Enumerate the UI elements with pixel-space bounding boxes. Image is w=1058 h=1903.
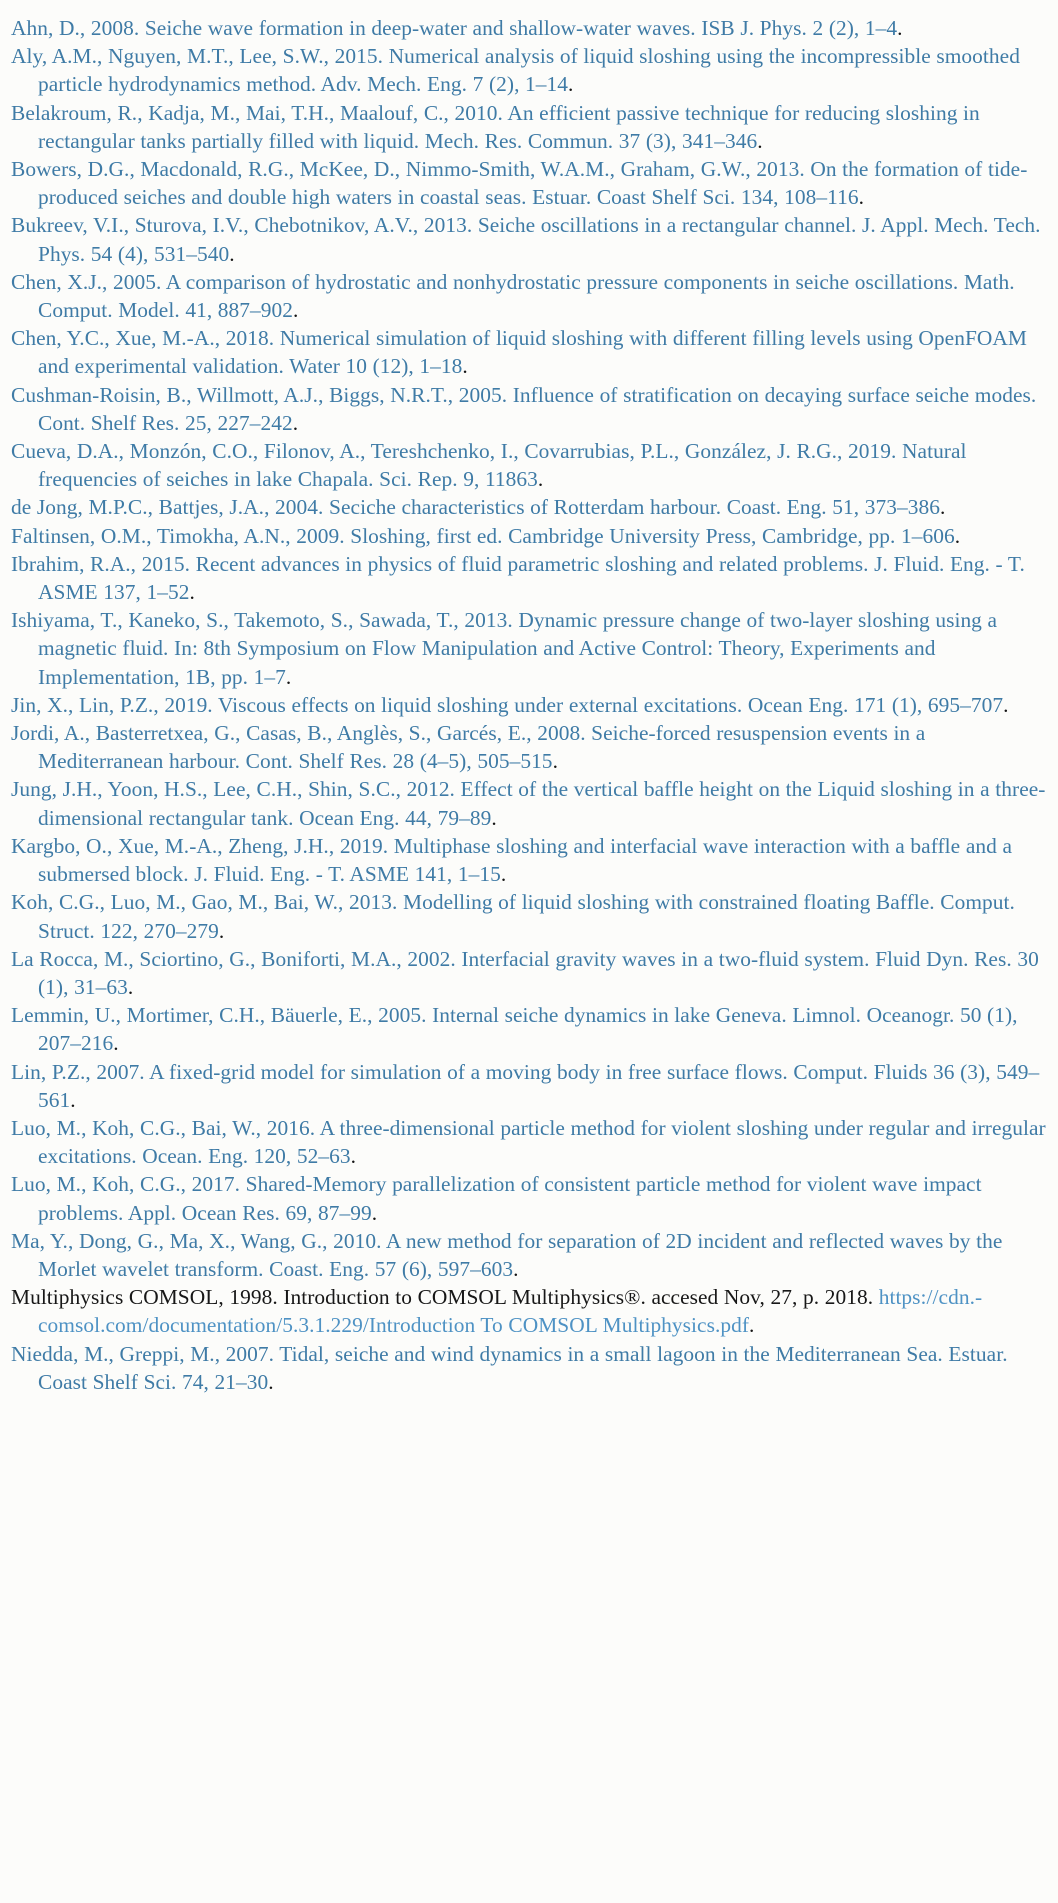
reference-text: Jung, J.H., Yoon, H.S., Lee, C.H., Shin, S.C., 2012. Effect of the vertical baffle height on the Liquid sloshing in a three-dimensional rectangular tank. Ocean Eng. 44, 79–89 bbox=[11, 777, 1046, 830]
reference-text: Chen, X.J., 2005. A comparison of hydrostatic and nonhydrostatic pressure components in seiche oscillations. Math. Comput. Model. 41, 887–902 bbox=[11, 269, 1015, 323]
reference-text: La Rocca, M., Sciortino, G., Boniforti, M.A., 2002. Interfacial gravity waves in a two-fluid system. Fluid Dyn. Res. 30 (1), 31–63 bbox=[11, 946, 1039, 999]
reference-entry bbox=[11, 1001, 1047, 1057]
reference-entry bbox=[11, 211, 1047, 267]
reference-text: Cueva, D.A., Monzón, C.O., Filonov, A., Tereshchenko, I., Covarrubias, P.L., González, J. R.G., 2019. Natural frequencies of seiches in lake Chapala. Sci. Rep. 9, 11863 bbox=[11, 439, 967, 492]
reference-entry bbox=[11, 1283, 1047, 1339]
reference-terminal-period: . bbox=[749, 1313, 755, 1338]
reference-text: Jin, X., Lin, P.Z., 2019. Viscous effects on liquid sloshing under external excitations. Ocean Eng. 171 (1), 695–707 bbox=[11, 692, 1004, 717]
reference-terminal-period: . bbox=[113, 1031, 119, 1056]
reference-entry bbox=[11, 324, 1047, 380]
reference-terminal-period: . bbox=[1003, 692, 1009, 717]
reference-text: Bowers, D.G., Macdonald, R.G., McKee, D., Nimmo-Smith, W.A.M., Graham, G.W., 2013. On the formation of tide-produced seiches and double high waters in coastal seas. Estuar. Coast Shelf Sci. 134, 108–116 bbox=[11, 157, 1028, 210]
reference-text: Chen, Y.C., Xue, M.-A., 2018. Numerical simulation of liquid sloshing with different filling levels using OpenFOAM and experimental validation. Water 10 (12), 1–18 bbox=[11, 326, 1027, 379]
reference-terminal-period: . bbox=[513, 1256, 519, 1281]
reference-text: Luo, M., Koh, C.G., 2017. Shared-Memory parallelization of consistent particle method for violent wave impact problems. Appl. Ocean Res. 69, 87–99 bbox=[11, 1172, 982, 1225]
reference-terminal-period: . bbox=[229, 241, 235, 266]
reference-text: Multiphysics COMSOL, 1998. Introduction to COMSOL Multiphysics®. accesed Nov, 27, p. 2018. bbox=[11, 1285, 879, 1310]
reference-entry bbox=[11, 1114, 1047, 1170]
reference-text: Bukreev, V.I., Sturova, I.V., Chebotnikov, A.V., 2013. Seiche oscillations in a rectangular channel. J. Appl. Mech. Tech. Phys. 54 (4), 531–540 bbox=[11, 213, 1041, 266]
reference-entry bbox=[11, 522, 1047, 550]
reference-terminal-period: . bbox=[491, 805, 497, 830]
reference-terminal-period: . bbox=[897, 16, 903, 40]
reference-text: de Jong, M.P.C., Battjes, J.A., 2004. Seciche characteristics of Rotterdam harbour. Coast. Eng. 51, 373–386 bbox=[11, 495, 940, 520]
reference-text: Faltinsen, O.M., Timokha, A.N., 2009. Sloshing, first ed. Cambridge University Press, Cambridge, pp. 1–606 bbox=[11, 523, 955, 548]
reference-entry bbox=[11, 1227, 1047, 1283]
reference-entry bbox=[11, 775, 1047, 831]
reference-terminal-period: . bbox=[500, 862, 507, 887]
reference-list bbox=[11, 14, 1047, 1396]
reference-text: Luo, M., Koh, C.G., Bai, W., 2016. A three-dimensional particle method for violent sloshing under regular and irregular excitations. Ocean. Eng. 120, 52–63 bbox=[11, 1115, 1046, 1169]
reference-entry bbox=[11, 381, 1047, 437]
reference-terminal-period: . bbox=[285, 664, 292, 689]
reference-entry bbox=[11, 1340, 1047, 1396]
reference-entry bbox=[11, 832, 1047, 888]
reference-text: Niedda, M., Greppi, M., 2007. Tidal, seiche and wind dynamics in a small lagoon in the Mediterranean Sea. Estuar. Coast Shelf Sci. 74, 21–30 bbox=[11, 1341, 1008, 1394]
reference-entry bbox=[11, 1058, 1047, 1114]
reference-text: Aly, A.M., Nguyen, M.T., Lee, S.W., 2015. Numerical analysis of liquid sloshing using the incompressible smoothed particle hydrodynamics method. Adv. Mech. Eng. 7 (2), 1–14 bbox=[11, 44, 1020, 97]
reference-entry bbox=[11, 1170, 1047, 1226]
reference-entry bbox=[11, 719, 1047, 775]
reference-entry bbox=[11, 437, 1047, 493]
reference-entry bbox=[11, 155, 1047, 211]
reference-entry bbox=[11, 268, 1047, 324]
reference-text: Jordi, A., Basterretxea, G., Casas, B., Anglès, S., Garcés, E., 2008. Seiche-forced resuspension events in a Mediterranean harbour. Cont. Shelf Res. 28 (4–5), 505–515 bbox=[11, 721, 926, 774]
reference-terminal-period: . bbox=[552, 749, 558, 774]
reference-text: Ishiyama, T., Kaneko, S., Takemoto, S., Sawada, T., 2013. Dynamic pressure change of two-layer sloshing using a magnetic fluid. In: 8th Symposium on Flow Manipulation and Active Control: Theory, Experiments and Implementation, 1B, pp. 1–7 bbox=[11, 608, 998, 689]
reference-entry bbox=[11, 606, 1047, 691]
reference-entry bbox=[11, 14, 1047, 42]
reference-text: Lin, P.Z., 2007. A fixed-grid model for simulation of a moving body in free surface flows. Comput. Fluids 36 (3), 549–561 bbox=[11, 1059, 1040, 1112]
reference-entry bbox=[11, 42, 1047, 98]
reference-entry bbox=[11, 493, 1047, 521]
reference-text: Belakroum, R., Kadja, M., Mai, T.H., Maalouf, C., 2010. An efficient passive technique for reducing sloshing in rectangular tanks partially filled with liquid. Mech. Res. Commun. 37 (3), 341–346 bbox=[11, 100, 980, 153]
reference-terminal-period: . bbox=[292, 410, 299, 435]
reference-terminal-period: . bbox=[858, 185, 864, 210]
reference-entry bbox=[11, 550, 1047, 606]
reference-entry bbox=[11, 945, 1047, 1001]
reference-terminal-period: . bbox=[293, 298, 299, 323]
reference-entry bbox=[11, 888, 1047, 944]
reference-text: Lemmin, U., Mortimer, C.H., Bäuerle, E., 2005. Internal seiche dynamics in lake Geneva. Limnol. Oceanogr. 50 (1), 207–216 bbox=[11, 1003, 1018, 1056]
reference-terminal-period: . bbox=[954, 523, 961, 548]
reference-terminal-period: . bbox=[189, 580, 195, 605]
reference-terminal-period: . bbox=[940, 495, 946, 520]
reference-entry bbox=[11, 691, 1047, 719]
reference-terminal-period: . bbox=[70, 1087, 76, 1112]
reference-terminal-period: . bbox=[537, 467, 544, 492]
reference-text: Kargbo, O., Xue, M.-A., Zheng, J.H., 2019. Multiphase sloshing and interfacial wave interaction with a baffle and a submersed block. J. Fluid. Eng. - T. ASME 141, 1–15 bbox=[11, 833, 1012, 887]
reference-terminal-period: . bbox=[757, 128, 763, 153]
reference-terminal-period: . bbox=[218, 918, 225, 943]
reference-text: Ibrahim, R.A., 2015. Recent advances in physics of fluid parametric sloshing and related problems. J. Fluid. Eng. - T. ASME 137, 1–52 bbox=[11, 551, 1025, 605]
reference-terminal-period: . bbox=[568, 72, 574, 97]
reference-text: Ma, Y., Dong, G., Ma, X., Wang, G., 2010. A new method for separation of 2D incident and reflected waves by the Morlet wavelet transform. Coast. Eng. 57 (6), 597–603 bbox=[11, 1228, 1003, 1281]
reference-entry bbox=[11, 99, 1047, 155]
reference-terminal-period: . bbox=[462, 354, 468, 379]
reference-terminal-period: . bbox=[371, 1200, 378, 1225]
reference-text: Koh, C.G., Luo, M., Gao, M., Bai, W., 2013. Modelling of liquid sloshing with constrained floating Baffle. Comput. Struct. 122, 270–279 bbox=[11, 890, 1015, 943]
reference-terminal-period: . bbox=[268, 1369, 274, 1394]
reference-text: Ahn, D., 2008. Seiche wave formation in deep-water and shallow-water waves. ISB J. Phys. 2 (2), 1–4 bbox=[11, 16, 898, 40]
reference-terminal-period: . bbox=[127, 974, 134, 999]
reference-url-link[interactable]: https://cdn.-comsol.com/documentation/5.3.1.229/Introduction To COMSOL Multiphysics.pdf. bbox=[38, 1285, 983, 1338]
reference-text: Cushman-Roisin, B., Willmott, A.J., Biggs, N.R.T., 2005. Influence of stratification on decaying surface seiche modes. Cont. Shelf Res. 25, 227–242 bbox=[11, 382, 1037, 435]
reference-terminal-period: . bbox=[350, 1144, 357, 1169]
